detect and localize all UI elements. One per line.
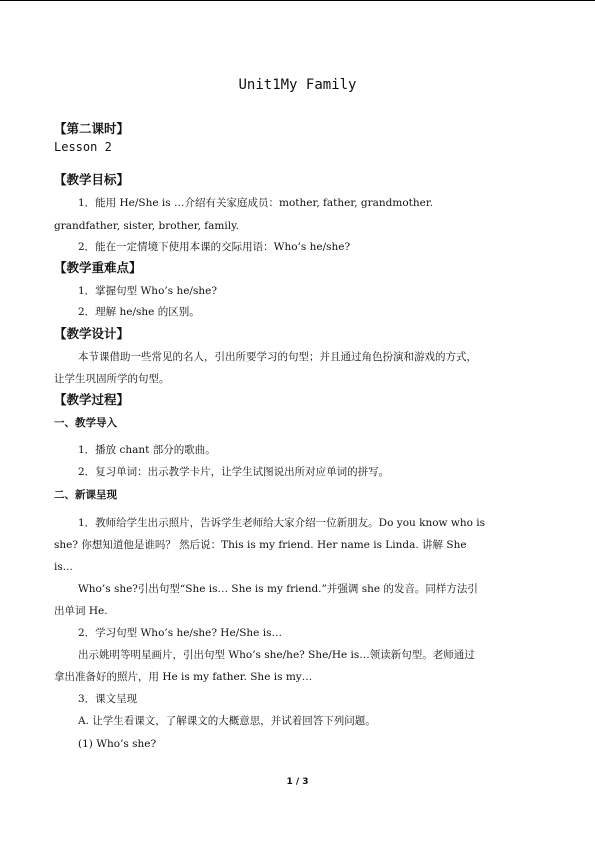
text-line: A. 让学生看课文，了解课文的大概意思，并试着回答下列问题。 [78, 715, 376, 727]
text-line: Lesson 2 [54, 140, 112, 154]
document-title: Unit1My Family [238, 77, 357, 93]
text-line: 【教学目标】 [54, 172, 130, 187]
top-border-rule [0, 0, 595, 1]
text-line: she? 你想知道他是谁吗？ 然后说：This is my friend. Her name is Linda. 讲解 She [54, 539, 467, 551]
text-line: 【教学设计】 [54, 326, 130, 341]
text-line: Who’s she?引出句型“She is… She is my friend.”并强调 she 的发音。同样方法引 [78, 583, 478, 595]
text-line: 3．课文呈现 [78, 693, 138, 705]
text-line: 1．播放 chant 部分的歌曲。 [78, 444, 216, 456]
text-line: 2．理解 he/she 的区别。 [78, 306, 200, 318]
text-line: 出单词 He. [54, 605, 108, 617]
text-line: 1．能用 He/She is …介绍有关家庭成员：mother, father, grandmother. [78, 197, 434, 209]
text-line: 让学生巩固所学的句型。 [54, 373, 170, 385]
text-line: is... [54, 561, 73, 573]
text-line: 2．学习句型 Who’s he/she? He/She is… [78, 627, 282, 639]
text-line: 一、教学导入 [54, 417, 117, 429]
text-line: 2．复习单词：出示教学卡片，让学生试图说出所对应单词的拼写。 [78, 466, 390, 478]
text-line: grandfather, sister, brother, family. [54, 220, 239, 232]
text-line: 1．教师给学生出示照片，告诉学生老师给大家介绍一位新朋友。Do you know who is [78, 517, 486, 529]
text-line: 本节课借助一些常见的名人，引出所要学习的句型；并且通过角色扮演和游戏的方式， [78, 351, 477, 363]
text-line: 拿出准备好的照片，用 He is my father. She is my… [54, 671, 313, 683]
text-line: 二、新课呈现 [54, 489, 117, 501]
text-line: 【第二课时】 [54, 121, 130, 136]
text-line: 2．能在一定情境下使用本课的交际用语：Who’s he/she? [78, 241, 351, 253]
text-line: 【教学重难点】 [54, 260, 142, 275]
text-line: 【教学过程】 [54, 392, 130, 407]
text-line: (1) Who’s she? [78, 738, 157, 750]
page-number: 1 / 3 [286, 777, 309, 787]
text-line: 出示姚明等明星画片，引出句型 Who’s she/he? She/He is…领读新句型。老师通过 [78, 649, 475, 661]
text-line: 1．掌握句型 Who’s he/she? [78, 285, 217, 297]
